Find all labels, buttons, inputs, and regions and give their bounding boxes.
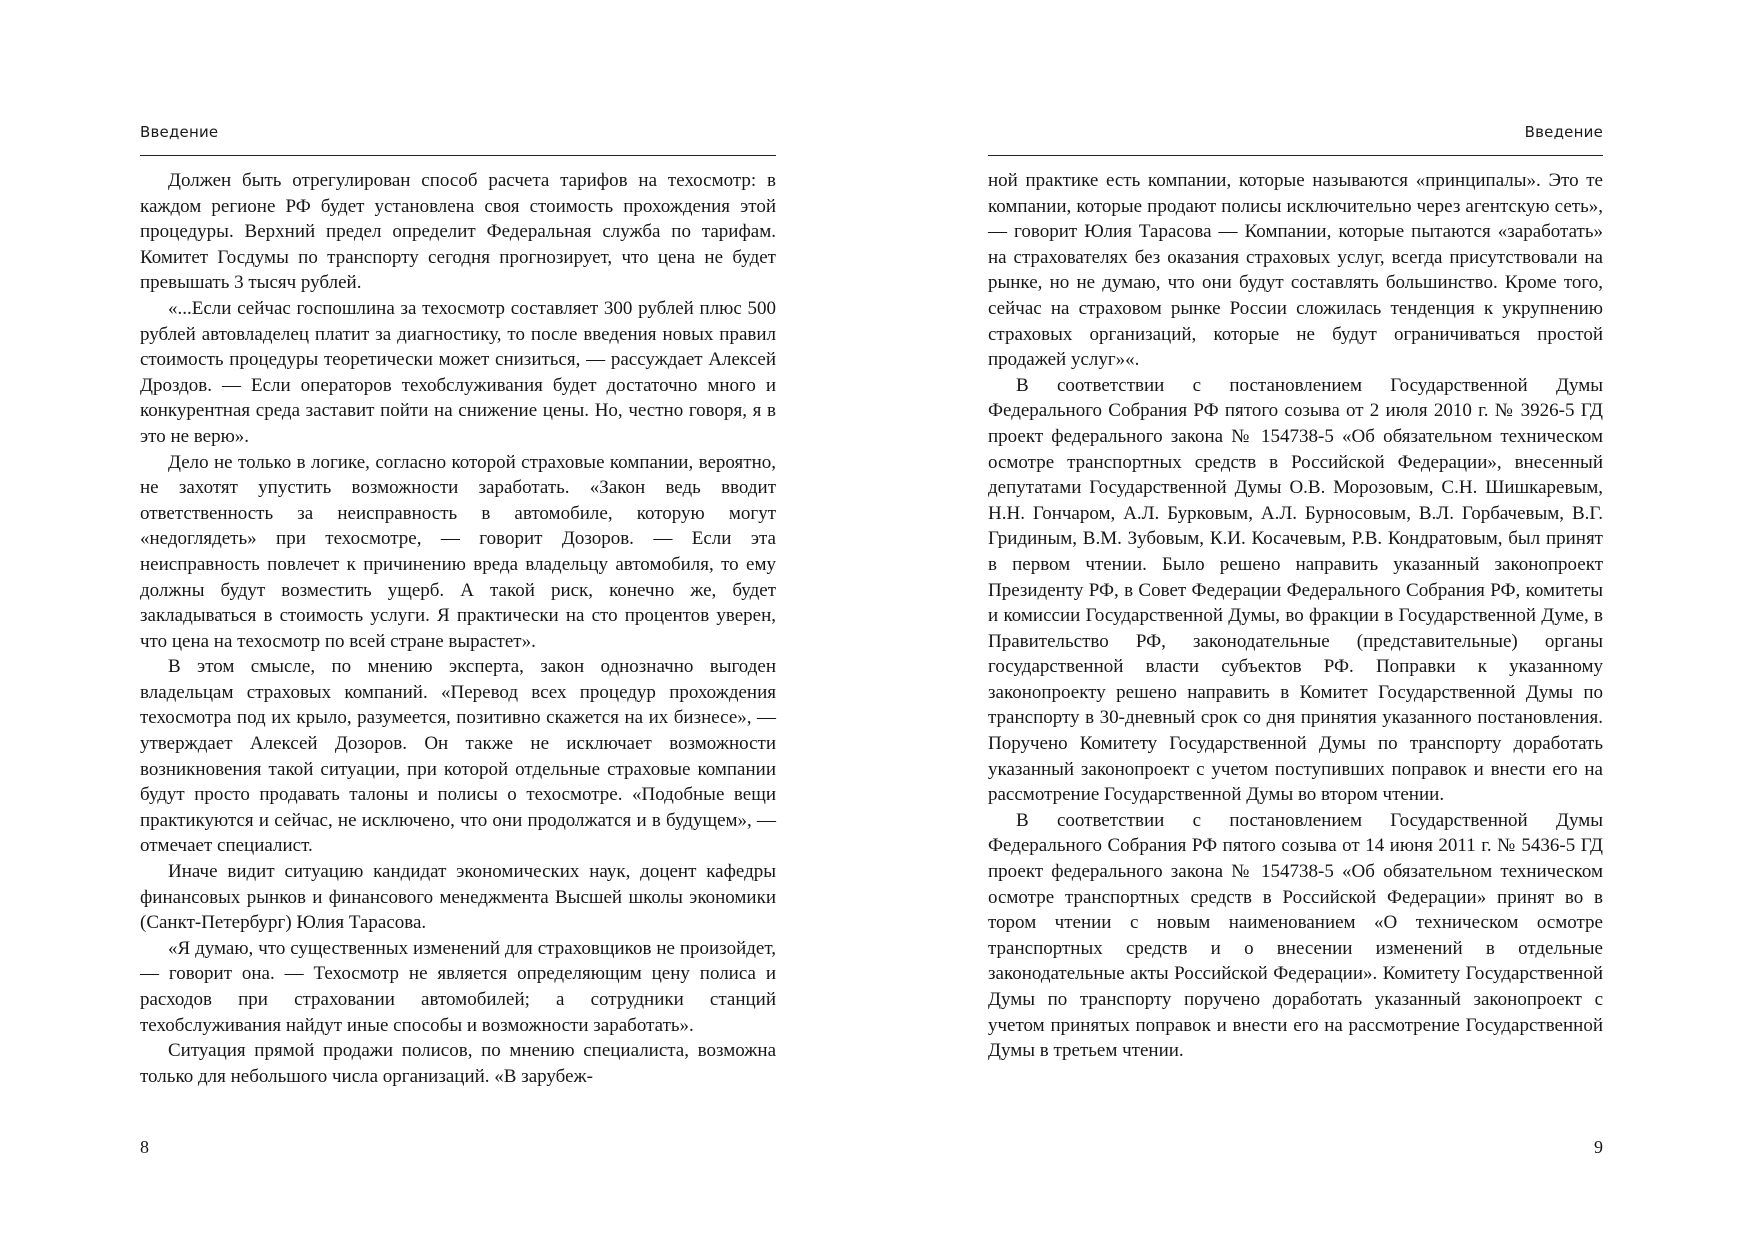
paragraph: Иначе видит ситуацию кандидат экономических наук, доцент кафедры финансовых рынков и финансового менеджмента Высшей школы экономики (Санкт-Петербург) Юлия Тарасова.: [140, 861, 776, 934]
paragraph: В соответствии с постановлением Государственной Думы Федерального Собрания РФ пятого созыва от 14 июня 2011 г. № 5436-5 ГД проект федерального закона № 154738-5 «Об обязательном техническом осмотре транспортных средств в Российской Федерации» принят во в тором чтении с новым наименованием «О техническом осмотре транспортных средств и о внесении изменений в отдельные законодательные акты Российской Федерации». Комитету Государственной Думы по транспорту поручено доработать указанный законопроект с учетом принятых поправок и внести его на рассмотрение Государственной Думы в третьем чтении.: [988, 809, 1603, 1062]
paragraph: Дело не только в логике, согласно которой страховые компании, вероятно, не захотят упустить возможности заработать. «Закон ведь вводит ответственность за неисправность в автомобиле, которую могут «недоглядеть» при техосмотре, — говорит Дозоров. — Если эта неисправность повлечет к причинению вреда владельцу автомобиля, то ему должны будут возместить ущерб. А такой риск, конечно же, будет закладываться в стоимость услуги. Я практически на сто процентов уверен, что цена на техосмотр по всей стране вырастет».: [140, 451, 776, 652]
header-rule: [988, 155, 1603, 156]
paragraph: В соответствии с постановлением Государственной Думы Федерального Собрания РФ пятого созыва от 2 июля 2010 г. № 3926-5 ГД проект федерального закона № 154738-5 «Об обязательном техническом осмотре транспортных средств в Российской Федерации», внесенный депутатами Государственной Думы О.В. Морозовым, С.Н. Шишкаревым, Н.Н. Гончаром, А.Л. Бурковым, А.Л. Бурносовым, В.Л. Горбачевым, В.Г. Гридиным, В.М. Зубовым, К.И. Косачевым, Р.В. Кондратовым, был принят в первом чтении. Было решено направить указанный законопроект Президенту РФ, в Совет Федерации Федерального Собрания РФ, комитеты и комиссии Государственной Думы, во фракции в Государственной Думе, в Правительство РФ, законодательные (представительные) органы государственной власти субъектов РФ. Поправки к указанному законопроекту решено направить в Комитет Государственной Думы по транспорту в 30-дневный срок со дня принятия указанного постановления. Поручено Комитету Государственной Думы по транспорту доработать указанный законопроект с учетом поступивших поправок и внести его на рассмотрение Государственной Думы во втором чтении.: [988, 374, 1603, 806]
running-head: Введение: [1524, 123, 1603, 141]
paragraph-continued: ной практике есть компании, которые называются «принципалы». Это те компании, которые продают полисы исключительно через агентскую сеть», — говорит Юлия Тарасова — Компании, которые пытаются «заработать» на страхователях без оказания страховых услуг, всегда присутствовали на рынке, но не думаю, что они будут составлять большинство. Кроме того, сейчас на страховом рынке России сложилась тенденция к укрупнению страховых организаций, которые не будут ограничиваться простой продажей услуг»«.: [988, 170, 1603, 371]
header-rule: [140, 155, 776, 156]
body-text: [140, 168, 776, 1089]
page-number: 8: [140, 1137, 149, 1157]
page-number: 9: [1594, 1137, 1603, 1157]
paragraph: Должен быть отрегулирован способ расчета тарифов на техосмотр: в каждом регионе РФ будет установлена своя стоимость прохождения этой процедуры. Верхний предел определит Федеральная служба по тарифам. Комитет Госдумы по транспорту сегодня прогнозирует, что цена не будет превышать 3 тысяч рублей.: [140, 170, 776, 294]
right-page: [877, 0, 1755, 1241]
body-text: [988, 168, 1603, 1064]
paragraph: «...Если сейчас госпошлина за техосмотр составляет 300 рублей плюс 500 рублей автовладелец платит за диагностику, то после введения новых правил стоимость процедуры теоретически может снизиться, — рассуждает Алексей Дроздов. — Если операторов техобслуживания будет достаточно много и конкурентная среда заставит пойти на снижение цены. Но, честно говоря, я в это не верю».: [140, 297, 776, 447]
paragraph: «Я думаю, что существенных изменений для страховщиков не произойдет, — говорит она. — Техосмотр не является определяющим цену полиса и расходов при страховании автомобилей; а сотрудники станций техобслуживания найдут иные способы и возможности заработать».: [140, 937, 776, 1036]
paragraph: Ситуация прямой продажи полисов, по мнению специалиста, возможна только для небольшого числа организаций. «В зарубеж-: [140, 1040, 776, 1087]
running-head: Введение: [140, 123, 219, 141]
paragraph: В этом смысле, по мнению эксперта, закон однозначно выгоден владельцам страховых компаний. «Перевод всех процедур прохождения техосмотра под их крыло, разумеется, позитивно скажется на их бизнесе», — утверждает Алексей Дозоров. Он также не исключает возможности возникновения такой ситуации, при которой отдельные страховые компании будут просто продавать талоны и полисы о техосмотре. «Подобные вещи практикуются и сейчас, не исключено, что они продолжатся и в будущем», — отмечает специалист.: [140, 656, 776, 857]
left-page: [0, 0, 877, 1241]
